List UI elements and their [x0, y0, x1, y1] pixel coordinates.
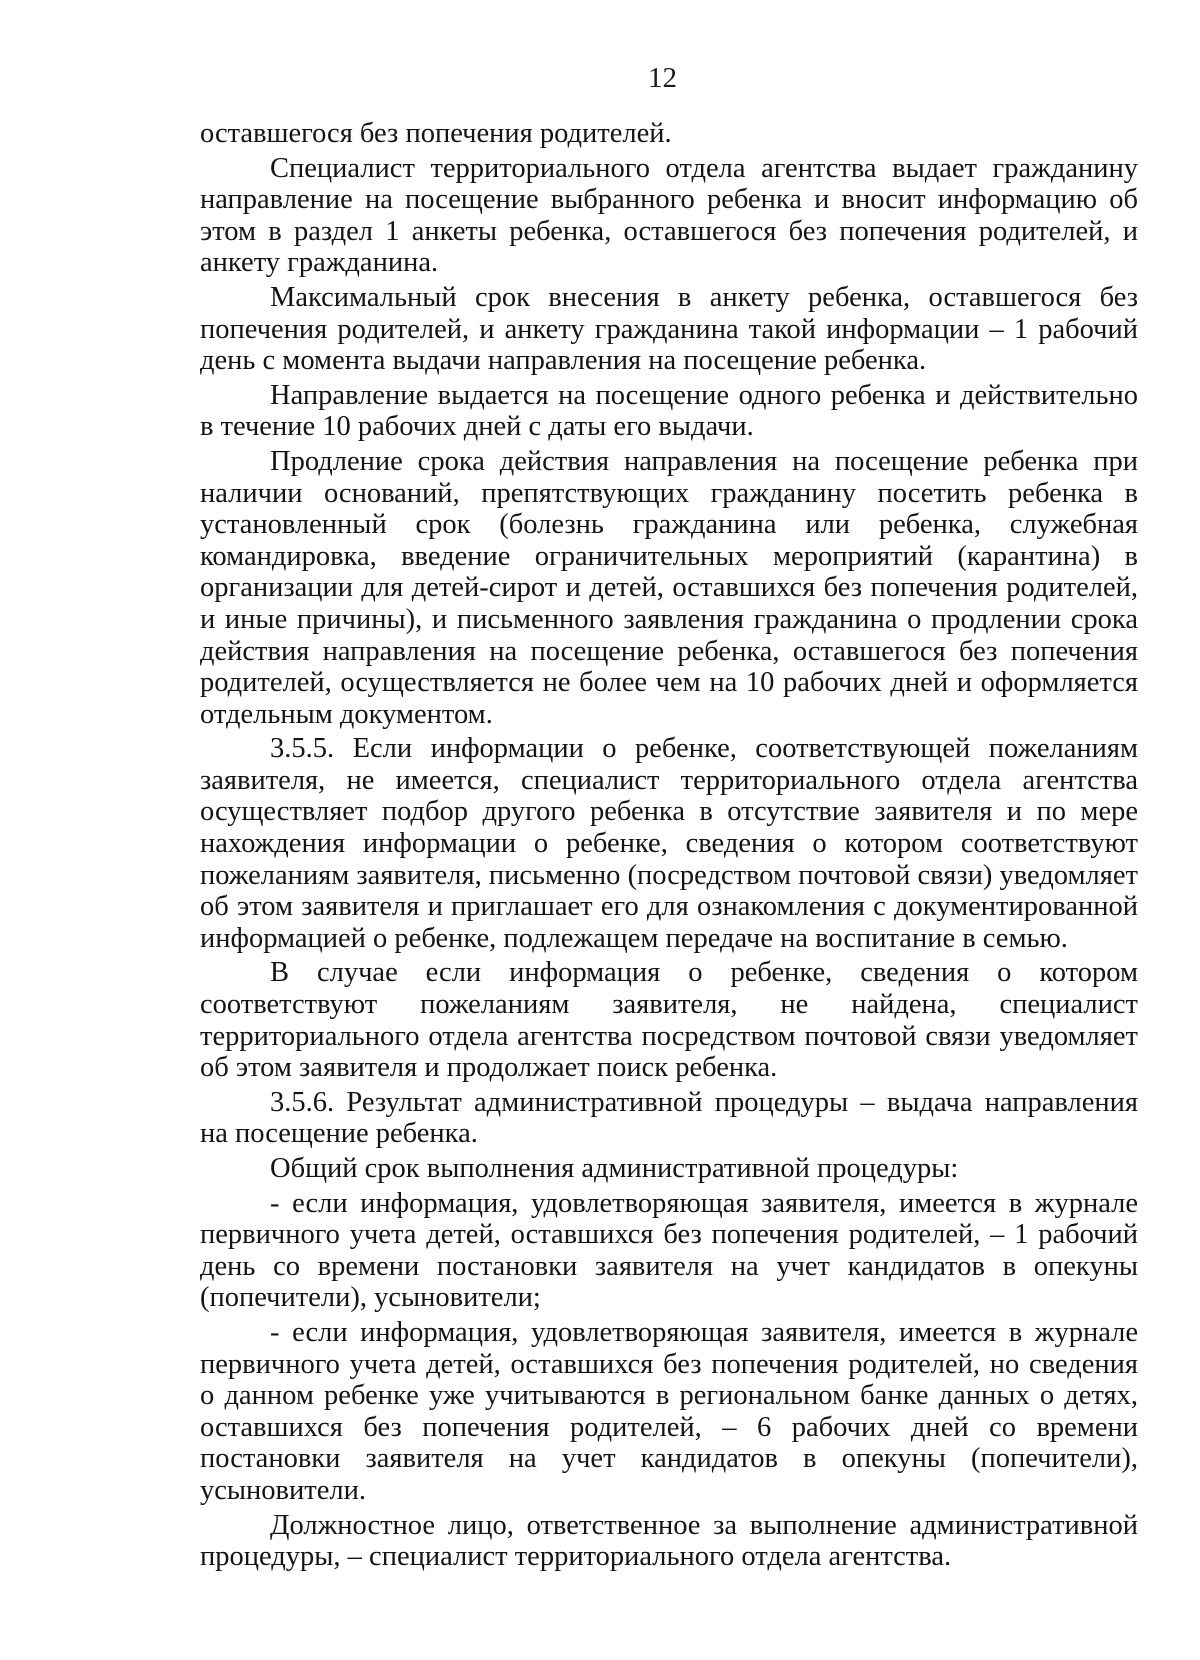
- list-item-term-2: - если информация, удовлетворяющая заявителя, имеется в журнале первичного учета детей, оставшихся без попечения родителей, но сведения о данном ребенке уже учитываются в региональном банке данных о детях, оставшихся без попечения родителей, – 6 рабочих дней со времени постановки заявителя на учет кандидатов в опекуны (попечители), усыновители.: [200, 1316, 1138, 1506]
- paragraph-validity: Направление выдается на посещение одного ребенка и действительно в течение 10 рабочих дней с даты его выдачи.: [200, 379, 1138, 443]
- paragraph-issuance: Специалист территориального отдела агентства выдает гражданину направление на посещение выбранного ребенка и вносит информацию об этом в раздел 1 анкеты ребенка, оставшегося без попечения родителей, и анкету гражданина.: [200, 152, 1138, 279]
- paragraph-not-found: В случае если информация о ребенке, сведения о котором соответствуют пожеланиям заявителя, не найдена, специалист территориального отдела агентства посредством почтовой связи уведомляет об этом заявителя и продолжает поиск ребенка.: [200, 957, 1138, 1084]
- paragraph-responsible: Должностное лицо, ответственное за выполнение административной процедуры, – специалист территориального отдела агентства.: [200, 1509, 1138, 1573]
- paragraph-3-5-6: 3.5.6. Результат административной процедуры – выдача направления на посещение ребенка.: [200, 1086, 1138, 1150]
- paragraph-general-term: Общий срок выполнения административной процедуры:: [270, 1153, 959, 1184]
- document-body: [200, 118, 1138, 1573]
- page-number: 12: [648, 62, 677, 94]
- paragraph-extension: Продление срока действия направления на посещение ребенка при наличии оснований, препятствующих гражданину посетить ребенка в установленный срок (болезнь гражданина или ребенка, служебная командировка, введение ограничительных мероприятий (карантина) в организации для детей-сирот и детей, оставшихся без попечения родителей, и иные причины), и письменного заявления гражданина о продлении срока действия направления на посещение ребенка, оставшегося без попечения родителей, осуществляется не более чем на 10 рабочих дней и оформляется отдельным документом.: [200, 445, 1138, 730]
- paragraph-max-term: Максимальный срок внесения в анкету ребенка, оставшегося без попечения родителей, и анкету гражданина такой информации – 1 рабочий день с момента выдачи направления на посещение ребенка.: [200, 281, 1138, 377]
- paragraph-continuation: оставшегося без попечения родителей.: [200, 118, 672, 149]
- paragraph-3-5-5: 3.5.5. Если информации о ребенке, соответствующей пожеланиям заявителя, не имеется, специалист территориального отдела агентства осуществляет подбор другого ребенка в отсутствие заявителя и по мере нахождения информации о ребенке, сведения о котором соответствуют пожеланиям заявителя, письменно (посредством почтовой связи) уведомляет об этом заявителя и приглашает его для ознакомления с документированной информацией о ребенке, подлежащем передаче на воспитание в семью.: [200, 733, 1138, 954]
- list-item-term-1: - если информация, удовлетворяющая заявителя, имеется в журнале первичного учета детей, оставшихся без попечения родителей, – 1 рабочий день со времени постановки заявителя на учет кандидатов в опекуны (попечители), усыновители;: [200, 1187, 1138, 1314]
